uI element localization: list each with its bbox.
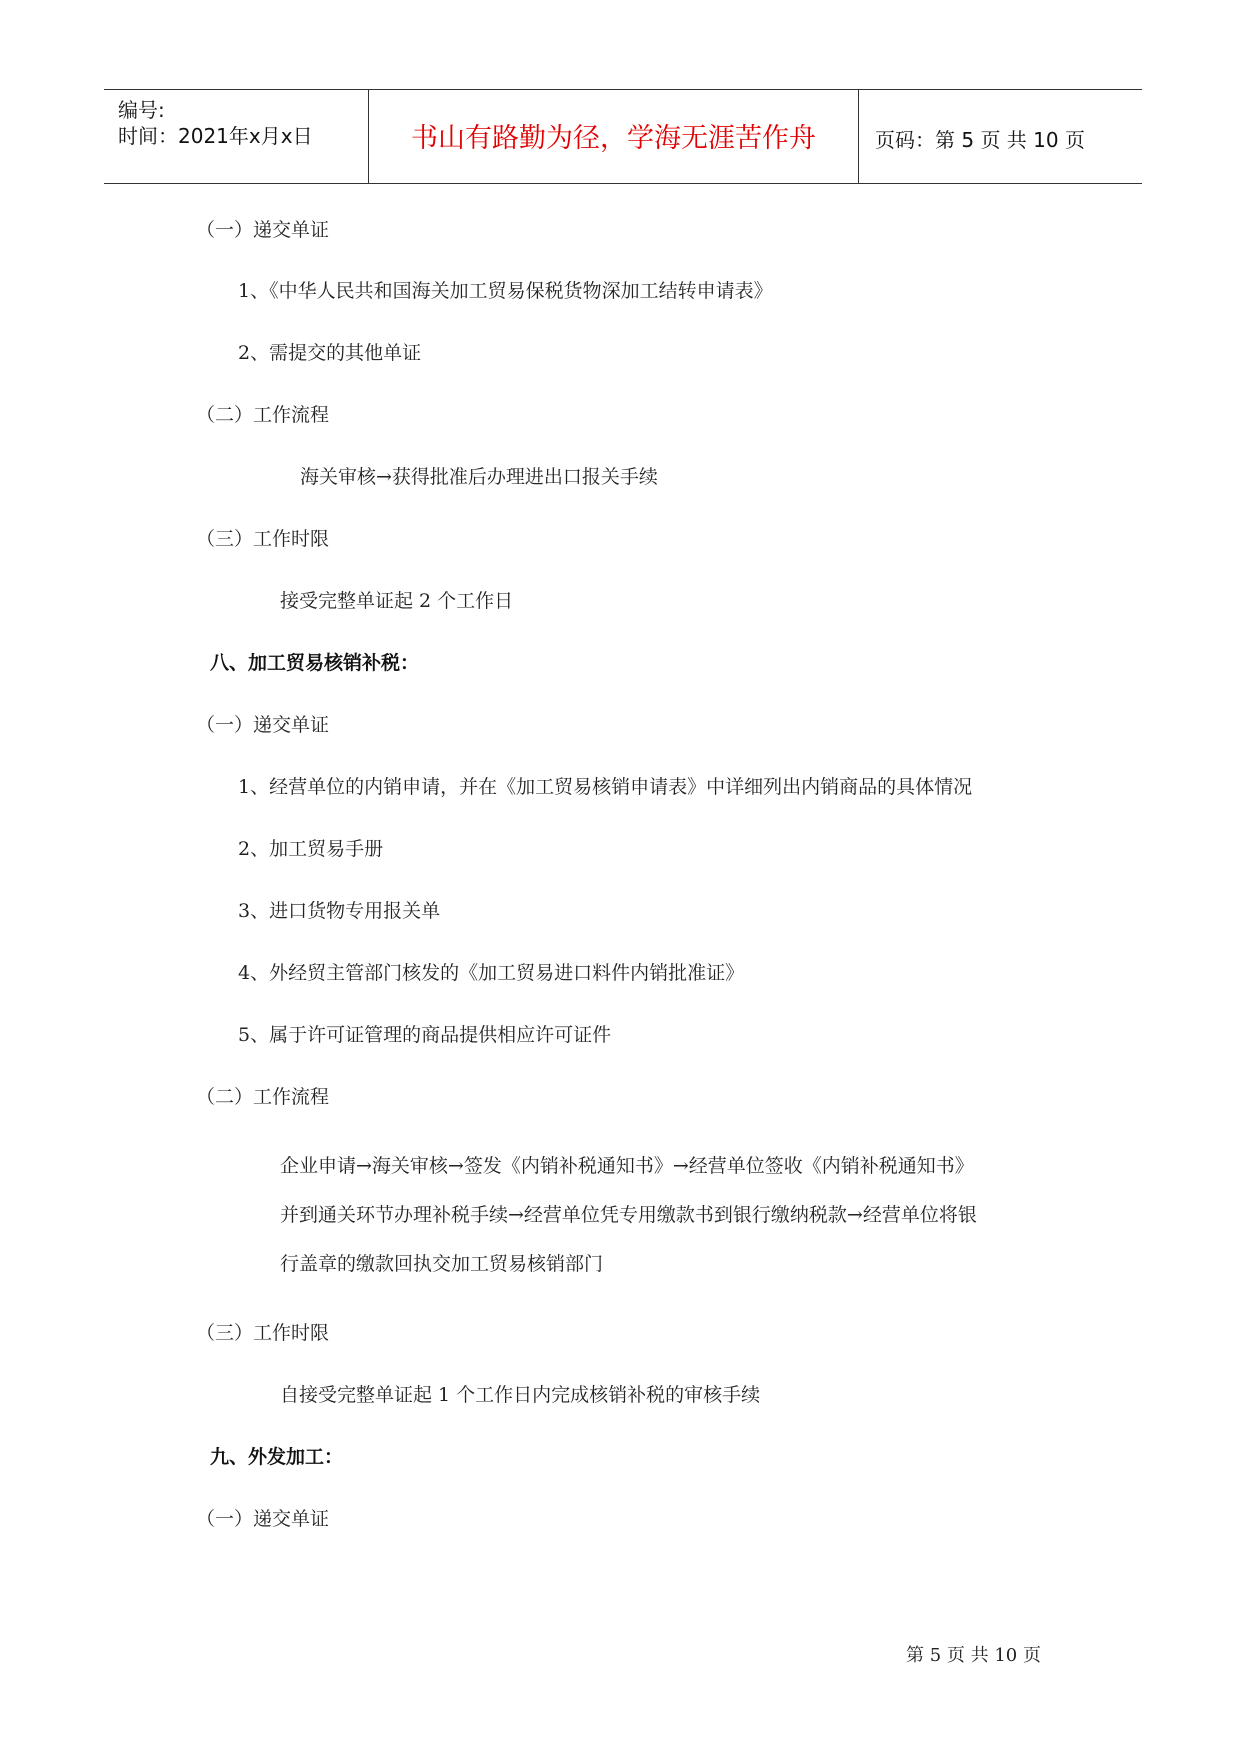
- section-heading: （一）递交单证: [196, 1508, 330, 1530]
- document-number-label: 编号:: [118, 98, 165, 122]
- list-item: 1、《中华人民共和国海关加工贸易保税货物深加工结转申请表》: [238, 280, 773, 302]
- list-item: 5、属于许可证管理的商品提供相应许可证件: [238, 1024, 612, 1046]
- list-item: 4、外经贸主管部门核发的《加工贸易进口料件内销批准证》: [238, 962, 745, 984]
- chapter-heading: 八、加工贸易核销补税：: [210, 652, 420, 674]
- section-heading: （三）工作时限: [196, 528, 330, 550]
- paragraph: 企业申请→海关审核→签发《内销补税通知书》→经营单位签收《内销补税通知书》: [280, 1155, 974, 1177]
- page-header: [104, 89, 1142, 184]
- section-heading: （二）工作流程: [196, 404, 330, 426]
- section-heading: （三）工作时限: [196, 1322, 330, 1344]
- section-heading: （二）工作流程: [196, 1086, 330, 1108]
- list-item: 2、需提交的其他单证: [238, 342, 422, 364]
- section-heading: （一）递交单证: [196, 219, 330, 241]
- chapter-heading: 九、外发加工：: [210, 1446, 344, 1468]
- header-page-cell: [859, 90, 1142, 183]
- paragraph: 接受完整单证起 2 个工作日: [280, 590, 514, 612]
- paragraph: 并到通关环节办理补税手续→经营单位凭专用缴款书到银行缴纳税款→经营单位将银: [280, 1204, 977, 1226]
- header-motto-cell: [368, 90, 859, 183]
- page-footer: 第 5 页 共 10 页: [906, 1645, 1041, 1666]
- document-time-label: 时间：2021年x月x日: [118, 124, 313, 148]
- list-item: 2、加工贸易手册: [238, 838, 384, 860]
- list-item: 3、进口货物专用报关单: [238, 900, 441, 922]
- section-heading: （一）递交单证: [196, 714, 330, 736]
- paragraph: 自接受完整单证起 1 个工作日内完成核销补税的审核手续: [280, 1384, 761, 1406]
- header-meta-cell: [104, 90, 368, 183]
- header-page-code: 页码：第 5 页 共 10 页: [875, 128, 1085, 152]
- paragraph: 行盖章的缴款回执交加工贸易核销部门: [280, 1253, 604, 1275]
- header-motto: 书山有路勤为径，学海无涯苦作舟: [411, 123, 816, 154]
- paragraph: 海关审核→获得批准后办理进出口报关手续: [300, 466, 658, 488]
- list-item: 1、经营单位的内销申请，并在《加工贸易核销申请表》中详细列出内销商品的具体情况: [238, 776, 973, 798]
